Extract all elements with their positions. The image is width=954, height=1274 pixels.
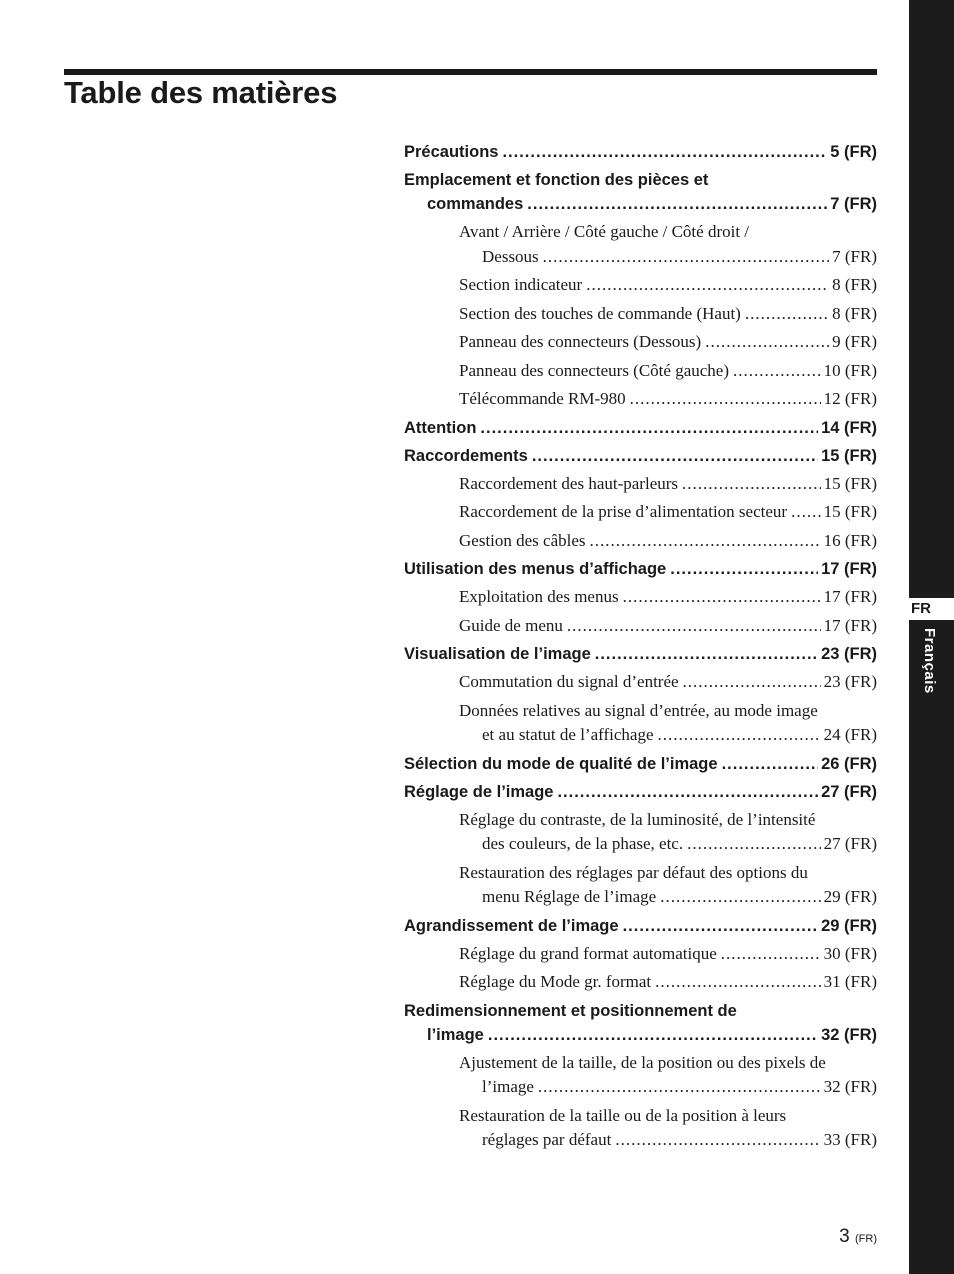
toc-entry-title: Guide de menu: [459, 615, 563, 635]
toc-subsection-entry[interactable]: [404, 1104, 877, 1153]
toc-entry-title: Dessous: [482, 246, 539, 266]
toc-page-ref: 9 (FR): [832, 332, 877, 351]
toc-entry-title: Raccordement des haut-parleurs: [459, 473, 679, 493]
dot-leader: [682, 472, 821, 497]
toc-entry-title: des couleurs, de la phase, etc.: [482, 834, 684, 853]
toc-section-entry[interactable]: [404, 999, 877, 1047]
dot-leader: [590, 529, 821, 554]
dot-leader: [502, 140, 827, 164]
toc-entry-title: Précautions: [404, 143, 499, 161]
dot-leader: [721, 942, 821, 967]
dot-leader: [488, 1023, 818, 1047]
toc-entry-title: Restauration des réglages par défaut des options du: [459, 862, 808, 882]
toc-entry-title: Panneau des connecteurs (Côté gauche): [459, 360, 729, 380]
toc-subsection-entry[interactable]: [404, 500, 877, 525]
language-name: Français: [921, 628, 938, 694]
dot-leader: [630, 387, 821, 412]
toc-entry-title: Raccordement de la prise d’alimentation secteur: [459, 502, 788, 521]
toc-entry-title: Raccordements: [404, 446, 528, 465]
page-number: [839, 1226, 877, 1248]
toc-subsection-entry[interactable]: [404, 387, 877, 412]
dot-leader: [705, 330, 829, 355]
toc-page-ref: 15 (FR): [823, 473, 877, 493]
dot-leader: [722, 752, 819, 776]
toc-entry-title: Réglage de l’image: [404, 782, 554, 801]
page-number-value: 3: [839, 1226, 850, 1247]
toc-entry-title: Ajustement de la taille, de la position ou des pixels de: [459, 1052, 826, 1072]
toc-section-entry[interactable]: [404, 914, 877, 938]
toc-page-ref: 16 (FR): [823, 530, 877, 550]
toc-entry-title: Emplacement et fonction des pièces et: [404, 171, 709, 189]
table-of-contents: [404, 140, 877, 1153]
toc-section-entry[interactable]: [404, 416, 877, 440]
dot-leader: [687, 832, 821, 857]
toc-page-ref: 27 (FR): [823, 834, 877, 853]
toc-entry-title: Restauration de la taille ou de la position à leurs: [459, 1105, 787, 1125]
toc-subsection-entry[interactable]: [404, 220, 877, 269]
toc-entry-title: Visualisation de l’image: [404, 645, 591, 663]
dot-leader: [615, 1128, 820, 1153]
language-side-tab: [909, 0, 954, 1274]
dot-leader: [557, 780, 818, 804]
toc-page-ref: 8 (FR): [832, 303, 877, 323]
toc-entry-title: commandes: [427, 195, 524, 213]
toc-subsection-entry[interactable]: [404, 1051, 877, 1100]
toc-page-ref: 29 (FR): [823, 887, 877, 906]
dot-leader: [623, 585, 821, 610]
toc-section-entry[interactable]: [404, 168, 877, 216]
dot-leader: [683, 670, 821, 695]
toc-subsection-entry[interactable]: [404, 942, 877, 967]
toc-section-entry[interactable]: [404, 557, 877, 581]
toc-entry-title: Section des touches de commande (Haut): [459, 303, 741, 323]
dot-leader: [658, 723, 821, 748]
toc-page-ref: 31 (FR): [823, 972, 877, 991]
dot-leader: [660, 885, 820, 910]
dot-leader: [791, 500, 821, 525]
dot-leader: [623, 914, 819, 938]
toc-entry-title: Attention: [404, 418, 477, 437]
dot-leader: [655, 970, 820, 995]
dot-leader: [595, 642, 818, 666]
toc-entry-title: l’image: [427, 1025, 484, 1044]
toc-section-entry[interactable]: [404, 444, 877, 468]
dot-leader: [745, 302, 829, 327]
page-title: Table des matières: [64, 75, 338, 110]
toc-subsection-entry[interactable]: [404, 529, 877, 554]
toc-entry-title: Données relatives au signal d’entrée, au mode image: [459, 700, 818, 720]
toc-entry-title: réglages par défaut: [482, 1130, 612, 1149]
toc-page-ref: 24 (FR): [823, 725, 877, 744]
toc-entry-title: Commutation du signal d’entrée: [459, 672, 679, 691]
toc-page-ref: 32 (FR): [823, 1077, 877, 1096]
dot-leader: [670, 557, 818, 581]
toc-page-ref: 10 (FR): [823, 360, 877, 380]
toc-entry-title: Exploitation des menus: [459, 587, 619, 606]
toc-entry-title: Télécommande RM-980: [459, 389, 626, 408]
toc-page-ref: 15 (FR): [821, 446, 877, 465]
dot-leader: [527, 192, 827, 216]
toc-page-ref: 7 (FR): [830, 195, 877, 213]
toc-page-ref: 15 (FR): [823, 502, 877, 521]
toc-page-ref: 17 (FR): [823, 615, 877, 635]
dot-leader: [480, 416, 818, 440]
language-code: FR: [909, 598, 954, 620]
toc-subsection-entry[interactable]: [404, 330, 877, 355]
toc-page-ref: 29 (FR): [821, 916, 877, 935]
toc-page-ref: 17 (FR): [823, 587, 877, 606]
toc-section-entry[interactable]: [404, 752, 877, 776]
toc-subsection-entry[interactable]: [404, 808, 877, 857]
toc-subsection-entry[interactable]: [404, 670, 877, 695]
toc-subsection-entry[interactable]: [404, 861, 877, 910]
toc-subsection-entry[interactable]: [404, 302, 877, 327]
toc-page-ref: 5 (FR): [830, 143, 877, 161]
toc-subsection-entry[interactable]: [404, 359, 877, 384]
toc-entry-title: et au statut de l’affichage: [482, 725, 654, 744]
dot-leader: [586, 273, 829, 298]
toc-entry-title: Panneau des connecteurs (Dessous): [459, 332, 702, 351]
toc-section-entry[interactable]: [404, 780, 877, 804]
toc-entry-title: Réglage du Mode gr. format: [459, 972, 652, 991]
toc-page-ref: 12 (FR): [823, 389, 877, 408]
toc-subsection-entry[interactable]: [404, 585, 877, 610]
page-number-suffix: (FR): [855, 1233, 877, 1245]
toc-entry-title: Réglage du grand format automatique: [459, 943, 717, 963]
toc-page-ref: 23 (FR): [823, 672, 877, 691]
toc-subsection-entry[interactable]: [404, 614, 877, 639]
dot-leader: [532, 444, 818, 468]
toc-page-ref: 30 (FR): [823, 943, 877, 963]
dot-leader: [567, 614, 821, 639]
toc-entry-title: menu Réglage de l’image: [482, 887, 657, 906]
toc-subsection-entry[interactable]: [404, 699, 877, 748]
toc-page-ref: 23 (FR): [821, 645, 877, 663]
dot-leader: [543, 245, 829, 270]
dot-leader: [733, 359, 821, 384]
toc-page-ref: 17 (FR): [821, 560, 877, 578]
toc-page-ref: 26 (FR): [821, 754, 877, 773]
toc-subsection-entry[interactable]: [404, 273, 877, 298]
toc-entry-title: Réglage du contraste, de la luminosité, de l’intensité: [459, 809, 816, 829]
toc-entry-title: Avant / Arrière / Côté gauche / Côté droit /: [459, 222, 750, 241]
toc-entry-title: Section indicateur: [459, 275, 583, 294]
toc-page-ref: 33 (FR): [823, 1130, 877, 1149]
toc-page-ref: 8 (FR): [832, 275, 877, 294]
toc-entry-title: Agrandissement de l’image: [404, 916, 619, 935]
toc-subsection-entry[interactable]: [404, 970, 877, 995]
toc-page-ref: 27 (FR): [821, 782, 877, 801]
toc-entry-title: l’image: [482, 1077, 534, 1096]
toc-entry-title: Redimensionnement et positionnement de: [404, 1001, 737, 1020]
toc-page-ref: 7 (FR): [832, 246, 877, 266]
dot-leader: [538, 1075, 821, 1100]
toc-entry-title: Utilisation des menus d’affichage: [404, 560, 667, 578]
toc-section-entry[interactable]: [404, 140, 877, 164]
toc-page-ref: 32 (FR): [821, 1025, 877, 1044]
toc-entry-title: Gestion des câbles: [459, 530, 586, 550]
toc-subsection-entry[interactable]: [404, 472, 877, 497]
toc-section-entry[interactable]: [404, 642, 877, 666]
toc-page-ref: 14 (FR): [821, 418, 877, 437]
toc-entry-title: Sélection du mode de qualité de l’image: [404, 754, 718, 773]
